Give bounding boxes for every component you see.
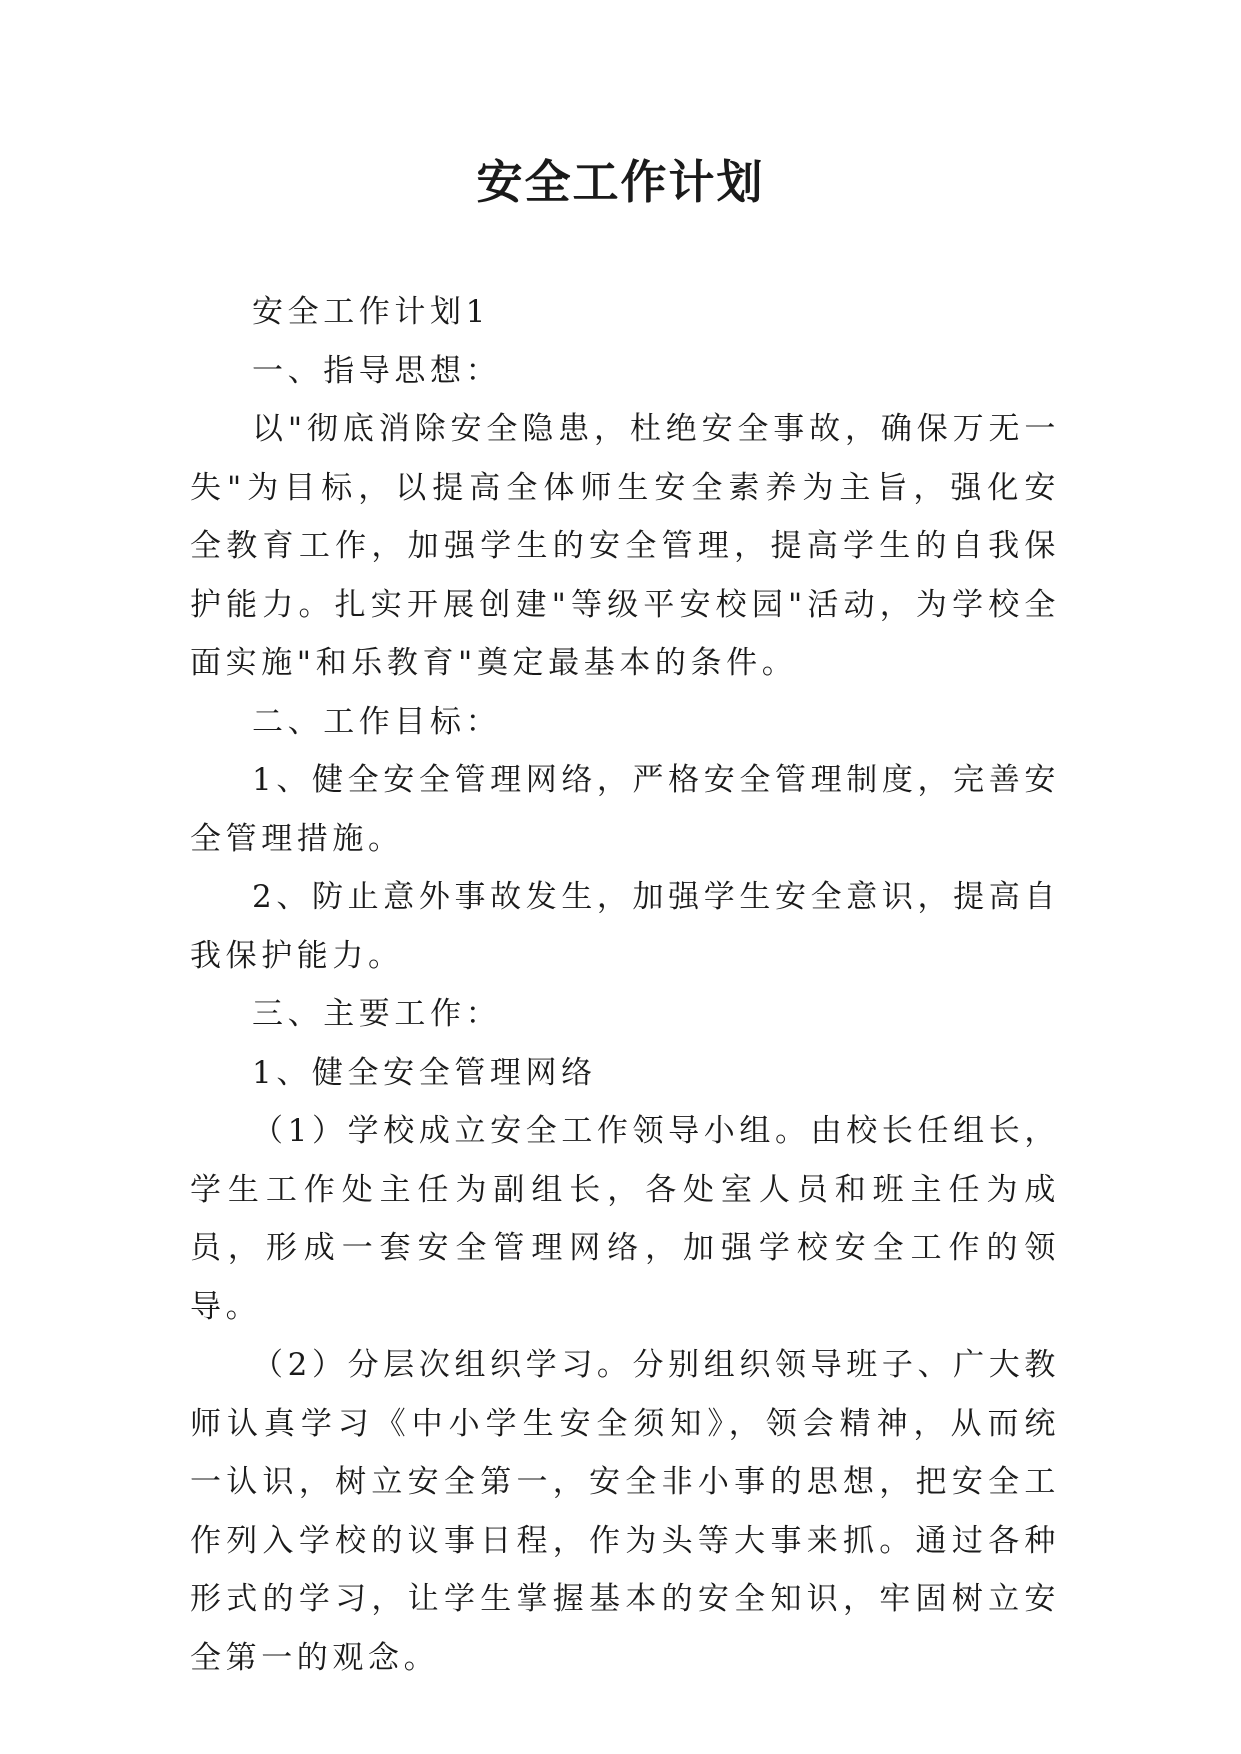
paragraph-section-3-heading: 三、主要工作： — [252, 996, 502, 1032]
paragraph-guiding-ideology: 以"彻底消除安全隐患，杜绝安全事故，确保万无一失"为目标，以提高全体师生安全素养为主旨，强化安全教育工作，加强学生的安全管理，提高学生的自我保护能力。扎实开展创建"等级平安校园"活动，为学校全面实施"和乐教育"奠定最基本的条件。 — [190, 411, 1060, 681]
paragraph-work-1-item-1: （1）学校成立安全工作领导小组。由校长任组长，学生工作处主任为副组长，各处室人员和班主任为成员，形成一套安全管理网络，加强学校安全工作的领导。 — [190, 1113, 1060, 1325]
document-body — [190, 283, 1060, 1687]
document-title: 安全工作计划 — [476, 155, 765, 209]
paragraph-section-2-heading: 二、工作目标： — [252, 703, 502, 740]
paragraph-goal-1: 1、健全安全管理网络，严格安全管理制度，完善安全管理措施。 — [190, 762, 1060, 857]
paragraph-plan-heading: 安全工作计划1 — [252, 294, 490, 330]
paragraph-work-1-item-2: （2）分层次组织学习。分别组织领导班子、广大教师认真学习《中小学生安全须知》，领会精神，从而统一认识，树立安全第一，安全非小事的思想，把安全工作列入学校的议事日程，作为头等大事来抓。通过各种形式的学习，让学生掌握基本的安全知识，牢固树立安全第一的观念。 — [190, 1347, 1060, 1676]
paragraph-section-1-heading: 一、指导思想： — [252, 352, 502, 389]
paragraph-work-1-heading: 1、健全安全管理网络 — [252, 1054, 597, 1091]
paragraph-goal-2: 2、防止意外事故发生，加强学生安全意识，提高自我保护能力。 — [190, 879, 1060, 974]
